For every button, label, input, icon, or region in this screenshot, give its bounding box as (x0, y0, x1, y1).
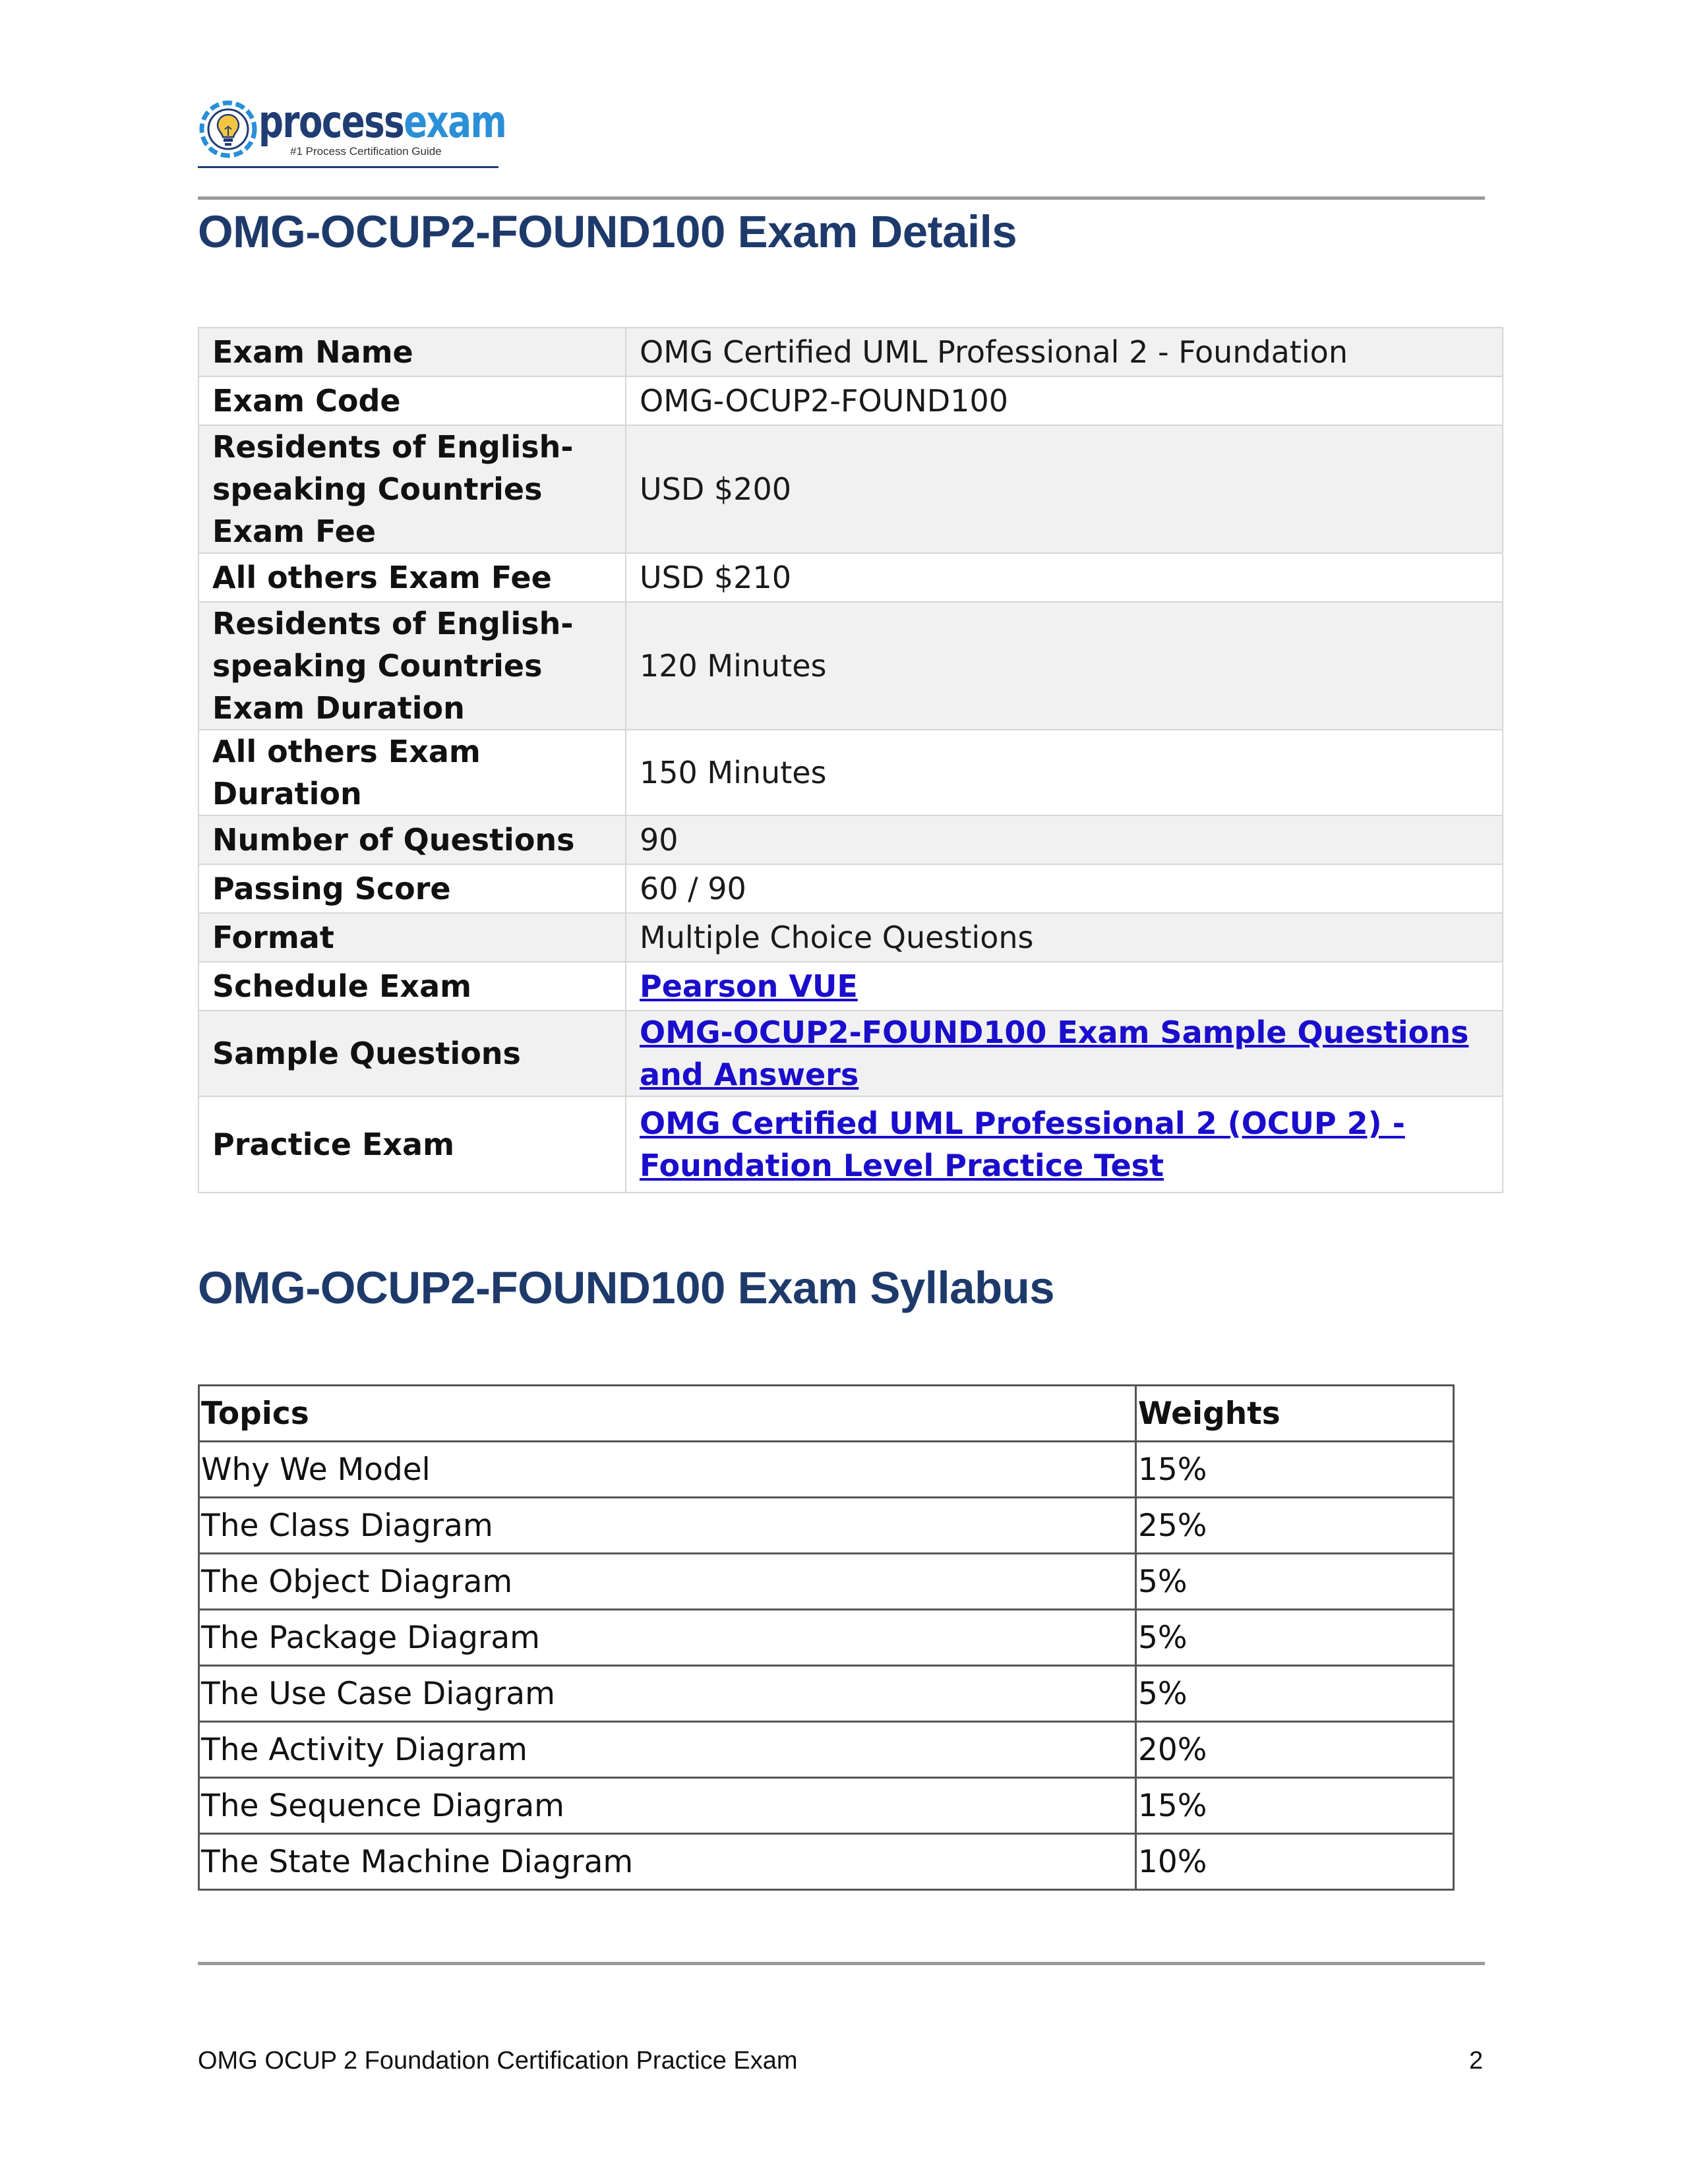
row-value: USD $200 (626, 425, 1503, 553)
processexam-logo (198, 96, 506, 173)
row-key-line: speaking Countries (212, 471, 543, 507)
syllabus-title: OMG-OCUP2-FOUND100 Exam Syllabus (198, 1262, 1055, 1313)
table-row (199, 1666, 1454, 1722)
logo-wordmark: processexam (258, 96, 506, 148)
logo-underline (198, 166, 498, 168)
topic-cell: The Activity Diagram (199, 1722, 1136, 1778)
table-row (198, 913, 1503, 962)
row-key: Passing Score (198, 864, 626, 913)
table-row (199, 1442, 1454, 1498)
row-value: 120 Minutes (626, 602, 1503, 730)
table-row (198, 376, 1503, 425)
weight-cell: 5% (1136, 1554, 1454, 1610)
table-row (199, 1722, 1454, 1778)
topic-cell: The Object Diagram (199, 1554, 1136, 1610)
row-key-line: Residents of English- (212, 429, 574, 465)
row-key: Exam Code (198, 376, 626, 425)
row-key: Format (198, 913, 626, 962)
link-line[interactable]: OMG-OCUP2-FOUND100 Exam Sample Questions (640, 1015, 1469, 1050)
row-key (198, 730, 626, 815)
row-key: All others Exam Fee (198, 553, 626, 602)
weight-cell: 15% (1136, 1778, 1454, 1834)
row-value: 60 / 90 (626, 864, 1503, 913)
row-value (626, 1096, 1503, 1193)
page-number: 2 (1469, 2047, 1484, 2075)
table-row (198, 425, 1503, 553)
weight-cell: 15% (1136, 1442, 1454, 1498)
logo-tagline: #1 Process Certification Guide (290, 145, 442, 158)
topic-cell: The State Machine Diagram (199, 1834, 1136, 1890)
table-header-row (199, 1386, 1454, 1442)
topic-cell: The Use Case Diagram (199, 1666, 1136, 1722)
sample-questions-link[interactable] (640, 1015, 1468, 1092)
weight-cell: 25% (1136, 1498, 1454, 1554)
link-line[interactable]: Foundation Level Practice Test (640, 1148, 1164, 1183)
row-key: Sample Questions (198, 1011, 626, 1096)
weight-cell: 10% (1136, 1834, 1454, 1890)
row-value: OMG-OCUP2-FOUND100 (626, 376, 1503, 425)
table-row (199, 1834, 1454, 1890)
row-key-line: Duration (212, 776, 362, 812)
header-topics: Topics (199, 1386, 1136, 1442)
row-value: USD $210 (626, 553, 1503, 602)
row-value (626, 1011, 1503, 1096)
row-key-line: Exam Duration (212, 690, 465, 726)
row-key-line: Residents of English- (212, 606, 574, 641)
row-value: 90 (626, 815, 1503, 864)
topic-cell: Why We Model (199, 1442, 1136, 1498)
topic-cell: The Sequence Diagram (199, 1778, 1136, 1834)
row-key: Number of Questions (198, 815, 626, 864)
header-rule (198, 196, 1485, 200)
row-key: Schedule Exam (198, 962, 626, 1011)
row-value: 150 Minutes (626, 730, 1503, 815)
table-row (198, 328, 1503, 376)
row-key: Exam Name (198, 328, 626, 376)
table-row (198, 815, 1503, 864)
table-row (198, 962, 1503, 1011)
table-row (198, 1096, 1503, 1193)
link-line[interactable]: OMG Certified UML Professional 2 (OCUP 2) - (640, 1106, 1405, 1141)
details-title: OMG-OCUP2-FOUND100 Exam Details (198, 206, 1017, 257)
table-row (199, 1498, 1454, 1554)
header-weights: Weights (1136, 1386, 1454, 1442)
row-value: OMG Certified UML Professional 2 - Foundation (626, 328, 1503, 376)
table-row (198, 864, 1503, 913)
table-row (198, 602, 1503, 730)
table-row (199, 1778, 1454, 1834)
weight-cell: 20% (1136, 1722, 1454, 1778)
footer-rule (198, 1962, 1485, 1965)
row-value (626, 962, 1503, 1011)
row-key (198, 425, 626, 553)
link-line[interactable]: and Answers (640, 1057, 859, 1092)
row-key: Practice Exam (198, 1096, 626, 1193)
topic-cell: The Class Diagram (199, 1498, 1136, 1554)
row-key (198, 602, 626, 730)
row-key-line: speaking Countries (212, 648, 543, 684)
row-value: Multiple Choice Questions (626, 913, 1503, 962)
lightbulb-gear-icon (198, 99, 258, 160)
footer-text: OMG OCUP 2 Foundation Certification Practice Exam (198, 2047, 798, 2075)
weight-cell: 5% (1136, 1666, 1454, 1722)
table-row (198, 730, 1503, 815)
practice-exam-link[interactable] (640, 1106, 1405, 1183)
topic-cell: The Package Diagram (199, 1610, 1136, 1666)
row-key-line: Exam Fee (212, 514, 377, 549)
pearson-vue-link[interactable]: Pearson VUE (640, 968, 858, 1004)
exam-details-table (198, 327, 1503, 1193)
table-row (198, 1011, 1503, 1096)
row-key-line: All others Exam (212, 734, 481, 769)
table-row (199, 1610, 1454, 1666)
table-row (199, 1554, 1454, 1610)
syllabus-table (198, 1384, 1455, 1891)
weight-cell: 5% (1136, 1610, 1454, 1666)
table-row (198, 553, 1503, 602)
